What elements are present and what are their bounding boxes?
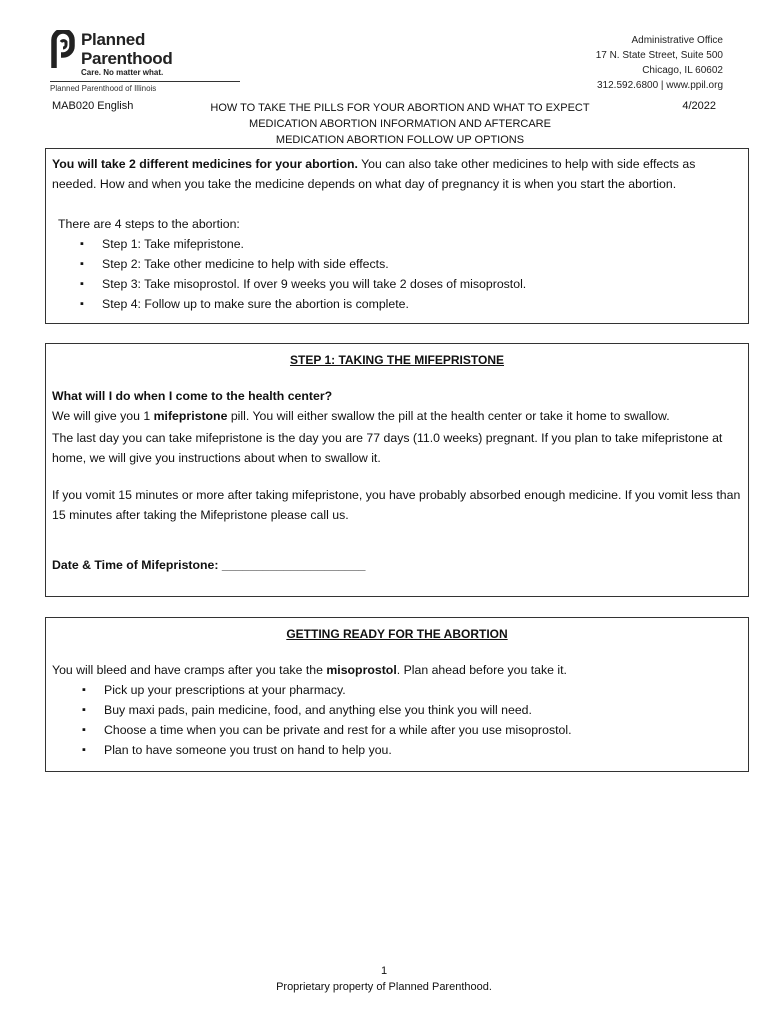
step1-section (45, 343, 749, 597)
getting-ready-title: GETTING READY FOR THE ABORTION (286, 627, 508, 641)
step1-paragraph-2: The last day you can take mifepristone is the day you are 77 days (11.0 weeks) pregnant. If you plan to take mifepristone at home, we will give you instructions about when to swallow it. (52, 431, 723, 465)
steps-intro: There are 4 steps to the abortion: (58, 217, 240, 231)
step1-title: STEP 1: TAKING THE MIFEPRISTONE (289, 353, 505, 367)
step1-paragraph-3: If you vomit 15 minutes or more after taking mifepristone, you have probably absorbed enough medicine. If you vomit less than 15 minutes after taking the Mifepristone please call us. (52, 488, 741, 522)
intro-lead-bold: You will take 2 different medicines for your abortion. (52, 157, 358, 171)
footer-text: Proprietary property of Planned Parenthood. (276, 981, 492, 993)
getting-ready-section (45, 617, 749, 772)
step1-question: What will I do when I come to the health center? (52, 389, 333, 403)
admin-office-city: Chicago, IL 60602 (642, 65, 723, 76)
list-item: ▪ Pick up your prescriptions at your pharmacy. (82, 680, 742, 700)
ready-p-pre: You will bleed and have cramps after you take the (52, 663, 327, 677)
list-item: ▪ Step 4: Follow up to make sure the abortion is complete. (80, 294, 742, 314)
list-item: ▪ Buy maxi pads, pain medicine, food, and anything else you think you will need. (82, 700, 742, 720)
admin-office-street: 17 N. State Street, Suite 500 (595, 50, 723, 61)
list-item: ▪ Step 3: Take misoprostol. If over 9 weeks you will take 2 doses of misoprostol. (80, 274, 742, 294)
logo-divider (50, 81, 240, 82)
list-item: ▪ Step 2: Take other medicine to help with side effects. (80, 254, 742, 274)
step1-p1-bold: mifepristone (153, 409, 228, 423)
getting-ready-paragraph (52, 660, 742, 680)
pp-logo-mark-icon (50, 30, 76, 70)
page-number: 1 (380, 965, 388, 977)
list-item: ▪ Plan to have someone you trust on hand to help you. (82, 740, 742, 760)
planned-parenthood-logo (50, 30, 250, 77)
list-item: ▪ Choose a time when you can be private and rest for a while after you use misoprostol. (82, 720, 742, 740)
admin-office-title: Administrative Office (631, 35, 723, 46)
ready-p-bold: misoprostol (326, 663, 397, 677)
document-title-1: HOW TO TAKE THE PILLS FOR YOUR ABORTION AND WHAT TO EXPECT (210, 102, 590, 114)
logo-tagline: Care. No matter what. (81, 68, 164, 77)
logo-affiliate: Planned Parenthood of Illinois (50, 84, 157, 93)
document-title-2: MEDICATION ABORTION INFORMATION AND AFTERCARE (249, 118, 551, 130)
ready-p-post: . Plan ahead before you take it. (396, 663, 567, 677)
logo-name-line2: Parenthood (81, 49, 173, 68)
step1-p1-pre: We will give you 1 (52, 409, 154, 423)
admin-office-contact: 312.592.6800 | www.ppil.org (596, 80, 723, 91)
getting-ready-list (82, 680, 742, 760)
document-titles (200, 100, 600, 148)
logo-name-line1: Planned (81, 30, 146, 49)
step1-p1-post: pill. You will either swallow the pill at the health center or take it home to swallow. (227, 409, 670, 423)
steps-list (80, 234, 742, 314)
intro-lead-rest: You can also take other medicines to help with side effects as needed. How and when you take the medicine depends on what day of pregnancy it is when you start the abortion. (52, 157, 696, 191)
mifepristone-date-time-field: Date & Time of Mifepristone: _____________________ (52, 558, 366, 572)
document-title-3: MEDICATION ABORTION FOLLOW UP OPTIONS (275, 134, 525, 146)
document-code: MAB020 English (52, 100, 134, 112)
intro-paragraph (52, 154, 742, 194)
step1-paragraph-1 (52, 406, 742, 426)
admin-office-address (596, 33, 723, 93)
intro-section (45, 148, 749, 324)
list-item: ▪ Step 1: Take mifepristone. (80, 234, 742, 254)
document-date: 4/2022 (682, 100, 716, 112)
